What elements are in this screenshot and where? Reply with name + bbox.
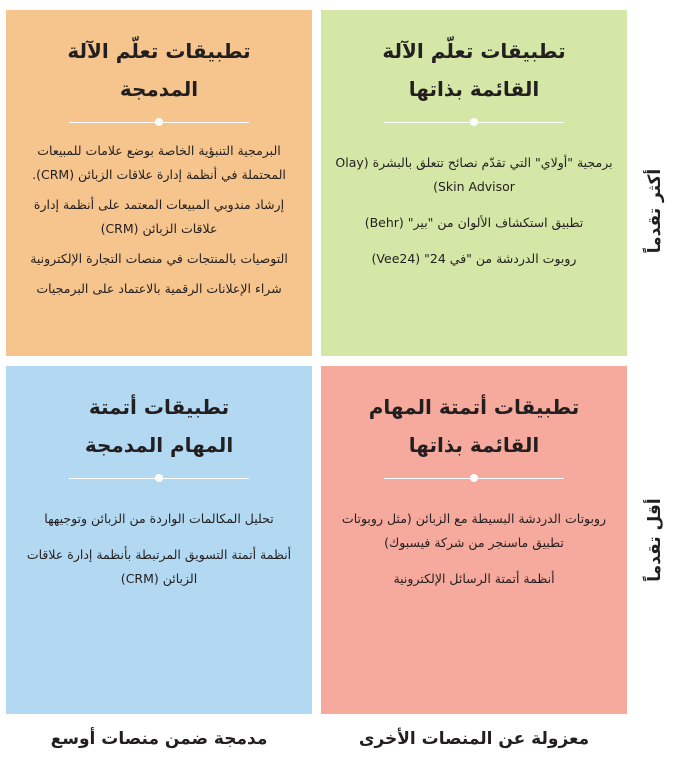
axis-label-integrated: مدمجة ضمن منصات أوسع (50, 729, 268, 749)
quadrant-title-line1: تطبيقات تعلّم الآلة (382, 39, 566, 63)
quadrant-title (335, 10, 613, 108)
list-item: تحليل المكالمات الواردة من الزبائن وتوجيهها (44, 511, 274, 526)
quadrant-items (335, 507, 613, 603)
list-item: روبوت الدردشة من "في 24" (Vee24) (371, 251, 577, 266)
list-item: شراء الإعلانات الرقمية بالاعتماد على البرمجيات (36, 281, 282, 296)
axis-label-isolated: معزولة عن المنصات الأخرى (358, 729, 590, 749)
list-item: البرمجية التنبؤية الخاصة بوضع علامات للمبيعات المحتملة في أنظمة إدارة علاقات الزبائن (CRM). (32, 143, 286, 182)
divider (69, 478, 249, 479)
list-item: أنظمة أتمتة الرسائل الإلكترونية (393, 571, 555, 586)
quadrant-title-line2: المدمجة (119, 77, 199, 101)
quadrant-title (20, 10, 298, 108)
list-item: التوصيات بالمنتجات في منصات التجارة الإلكترونية (30, 251, 288, 266)
divider-dot (155, 474, 163, 482)
quadrant-title-line1: تطبيقات أتمتة المهام (368, 395, 580, 419)
quadrant-title-line1: تطبيقات أتمتة (88, 395, 230, 419)
divider (69, 122, 249, 123)
list-item: روبوتات الدردشة البسيطة مع الزبائن (مثل روبوتات تطبيق ماسنجر من شركة فيسبوك) (341, 511, 607, 550)
quadrant-standalone-ml (321, 10, 627, 356)
quadrant-title (335, 366, 613, 464)
divider-dot (470, 118, 478, 126)
divider-dot (155, 118, 163, 126)
list-item: برمجية "أولاي" التي تقدّم نصائح تتعلق بالبشرة (Olay Skin Advisor) (335, 155, 613, 194)
divider (384, 122, 564, 123)
quadrant-title-line1: تطبيقات تعلّم الآلة (67, 39, 251, 63)
quadrant-title (20, 366, 298, 464)
axis-label-more-advanced: أكثر تقدماً (645, 168, 665, 254)
quadrant-title-line2: المهام المدمجة (84, 433, 234, 457)
list-item: إرشاد مندوبي المبيعات المعتمد على أنظمة إدارة علاقات الزبائن (CRM) (33, 197, 285, 236)
quadrant-integrated-automation (6, 366, 312, 714)
divider-dot (470, 474, 478, 482)
divider (384, 478, 564, 479)
axis-label-less-advanced: أقل تقدماً (645, 498, 665, 582)
quadrant-integrated-ml (6, 10, 312, 356)
quadrant-items (20, 507, 298, 603)
quadrant-items (20, 139, 298, 307)
list-item: أنظمة أتمتة التسويق المرتبطة بأنظمة إدارة علاقات الزبائن (CRM) (26, 547, 292, 586)
quadrant-title-line2: القائمة بذاتها (408, 433, 540, 457)
quadrant-title-line2: القائمة بذاتها (408, 77, 540, 101)
quadrant-items (335, 151, 613, 283)
quadrant-standalone-automation (321, 366, 627, 714)
list-item: تطبيق استكشاف الألوان من "بير" (Behr) (364, 215, 584, 230)
